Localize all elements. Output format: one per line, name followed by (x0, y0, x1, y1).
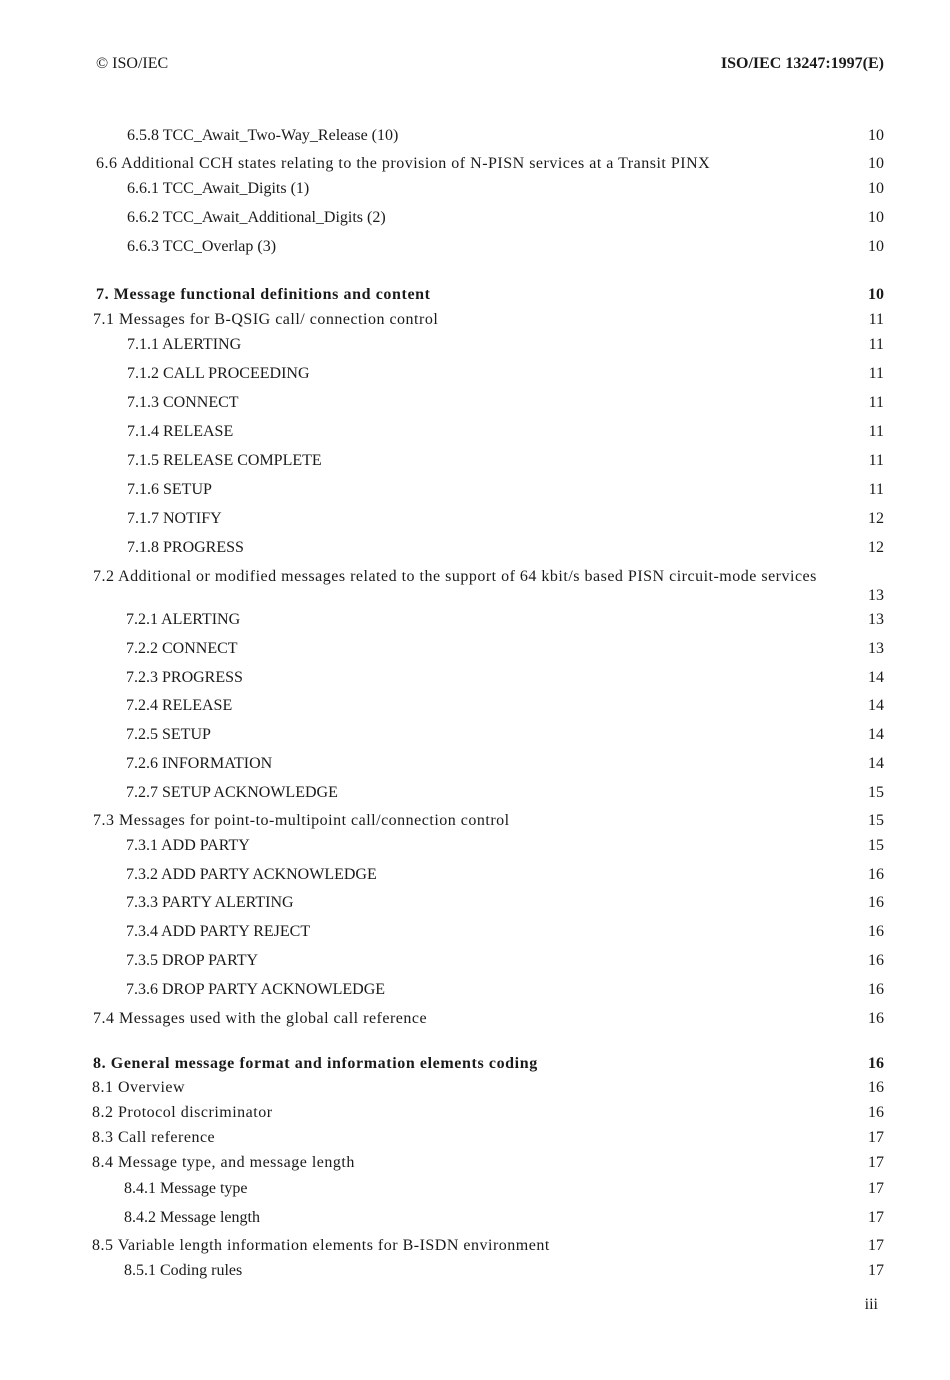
toc-entry-page: 17 (868, 1129, 884, 1146)
toc-entry-page: 16 (868, 894, 884, 911)
toc-entry-title: 7.1.6 SETUP (127, 481, 212, 498)
toc-entry-title: 8. General message format and information elements coding (93, 1055, 538, 1072)
toc-entry-page: 15 (868, 784, 884, 801)
toc-entry-title: 7.4 Messages used with the global call reference (93, 1010, 428, 1027)
toc-entry-page: 15 (868, 837, 884, 854)
toc-entry-title: 6.6 Additional CCH states relating to the provision of N-PISN services at a Transit PINX (96, 155, 711, 172)
toc-entry-title: 7.3.3 PARTY ALERTING (126, 894, 294, 911)
toc-entry-page: 10 (868, 155, 884, 172)
toc-entry-page: 16 (868, 952, 884, 969)
toc-entry-title: 7.1.7 NOTIFY (127, 510, 222, 527)
toc-entry-page: 16 (868, 866, 884, 883)
toc-entry-page: 10 (868, 209, 884, 226)
toc-entry-title: 7.3.6 DROP PARTY ACKNOWLEDGE (126, 981, 386, 998)
toc-entry-title: 8.4 Message type, and message length (92, 1154, 355, 1171)
toc-entry-page: 14 (868, 697, 884, 714)
toc-entry-page: 10 (868, 238, 884, 255)
toc-entry-title: 7.1.3 CONNECT (127, 394, 239, 411)
toc-entry-page: 13 (868, 587, 884, 604)
toc-entry-title: 6.6.1 TCC_Await_Digits (1) (127, 180, 310, 197)
toc-entry-page: 11 (868, 423, 884, 440)
toc-entry-title: 7.2.2 CONNECT (126, 640, 238, 657)
toc-entry-page: 17 (868, 1180, 884, 1197)
toc-entry-page: 17 (868, 1154, 884, 1171)
toc-entry-page: 17 (868, 1262, 884, 1279)
toc-entry-title: 7. Message functional definitions and content (96, 286, 431, 303)
toc-entry-title: 8.5 Variable length information elements for B-ISDN environment (92, 1237, 550, 1254)
toc-entry-page: 11 (868, 481, 884, 498)
toc-entry-page: 10 (868, 127, 884, 144)
toc-entry-title: 7.2.1 ALERTING (126, 611, 241, 628)
toc-entry-title: 7.3.1 ADD PARTY (126, 837, 250, 854)
toc-entry-title: 6.6.2 TCC_Await_Additional_Digits (2) (127, 209, 386, 226)
toc-entry-page: 11 (868, 336, 884, 353)
toc-entry-title: 7.1.8 PROGRESS (127, 539, 244, 556)
toc-entry-page: 11 (868, 365, 884, 382)
toc-entry-title: 6.6.3 TCC_Overlap (3) (127, 238, 277, 255)
toc-entry-title: 7.1.2 CALL PROCEEDING (127, 365, 310, 382)
toc-entry-title: 7.2.7 SETUP ACKNOWLEDGE (126, 784, 338, 801)
page-number: iii (864, 1296, 878, 1313)
toc-entry-title: 7.3 Messages for point-to-multipoint call/connection control (93, 812, 510, 829)
toc-entry-title: 7.3.2 ADD PARTY ACKNOWLEDGE (126, 866, 377, 883)
toc-entry-page: 16 (868, 923, 884, 940)
toc-entry-page: 16 (868, 981, 884, 998)
toc-entry-title: 7.2.3 PROGRESS (126, 669, 243, 686)
toc-entry-title: 8.2 Protocol discriminator (92, 1104, 273, 1121)
toc-entry-page: 11 (868, 452, 884, 469)
toc-entry-title: 6.5.8 TCC_Await_Two-Way_Release (10) (127, 127, 399, 144)
toc-entry-page: 15 (868, 812, 884, 829)
toc-entry-title: 8.1 Overview (92, 1079, 186, 1096)
toc-entry-title: 7.1 Messages for B-QSIG call/ connection control (93, 311, 439, 328)
toc-entry-title: 8.4.1 Message type (124, 1180, 248, 1197)
toc-entry-title: 7.1.4 RELEASE (127, 423, 234, 440)
toc-entry-page: 11 (868, 394, 884, 411)
toc-entry-title: 7.2.6 INFORMATION (126, 755, 273, 772)
toc-entry-title: 8.3 Call reference (92, 1129, 216, 1146)
toc-entry-title: 7.2 Additional or modified messages related to the support of 64 kbit/s based PISN circuit-mode services (93, 568, 817, 585)
toc-entry-page: 11 (868, 311, 884, 328)
toc-entry-title: 8.5.1 Coding rules (124, 1262, 243, 1279)
toc-entry-page: 14 (868, 726, 884, 743)
toc-entry-page: 10 (868, 180, 884, 197)
toc-entry-title: 7.2.5 SETUP (126, 726, 211, 743)
header-copyright: © ISO/IEC (96, 55, 169, 72)
toc-entry-page: 16 (868, 1010, 884, 1027)
toc-entry-page: 13 (868, 640, 884, 657)
toc-entry-page: 17 (868, 1209, 884, 1226)
header-document-id: ISO/IEC 13247:1997(E) (720, 55, 884, 72)
toc-entry-title: 7.3.4 ADD PARTY REJECT (126, 923, 311, 940)
toc-entry-page: 17 (868, 1237, 884, 1254)
toc-entry-page: 12 (868, 510, 884, 527)
toc-entry-title: 7.1.1 ALERTING (127, 336, 242, 353)
toc-entry-page: 14 (868, 755, 884, 772)
toc-entry-page: 13 (868, 611, 884, 628)
toc-entry-title: 7.1.5 RELEASE COMPLETE (127, 452, 322, 469)
toc-entry-page: 16 (868, 1055, 884, 1072)
toc-entry-page: 16 (868, 1079, 884, 1096)
toc-entry-page: 10 (868, 286, 884, 303)
toc-entry-title: 7.3.5 DROP PARTY (126, 952, 259, 969)
toc-entry-title: 8.4.2 Message length (124, 1209, 260, 1226)
toc-entry-page: 12 (868, 539, 884, 556)
toc-entry-page: 14 (868, 669, 884, 686)
toc-entry-title: 7.2.4 RELEASE (126, 697, 233, 714)
toc-entry-page: 16 (868, 1104, 884, 1121)
